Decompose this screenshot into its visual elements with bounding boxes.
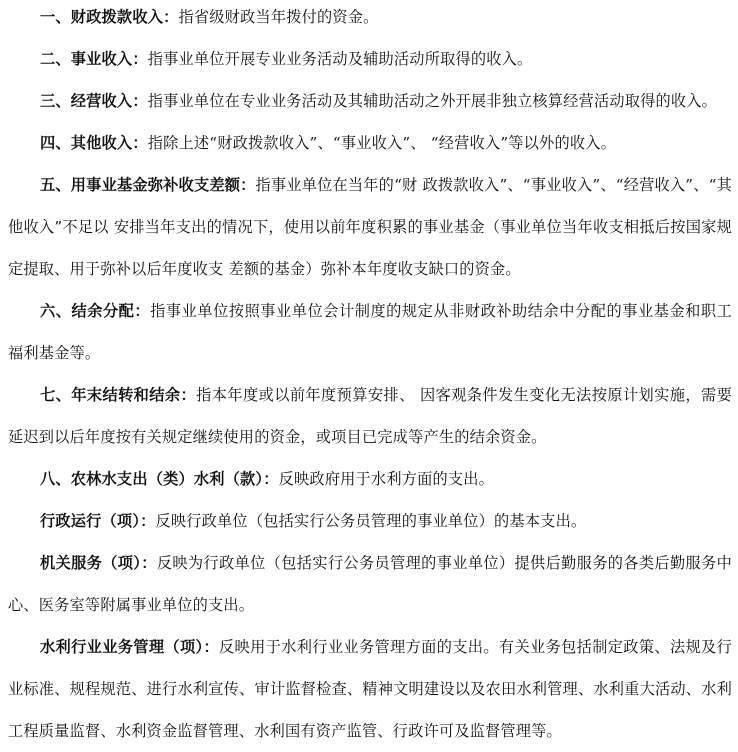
definition-text: 指省级财政当年拨付的资金。 — [178, 8, 379, 26]
definition-term: 六、结余分配： — [40, 302, 151, 320]
definition-text: 反映用于水利行业业务管理方面的支出。有关业务包括制定政策、法规及行业标准、规程规范、进行水利宣传、审计监督检查、精神文明建设以及农田水利管理、水利重大活动、水利工程质量监督、水利资金监督管理、水利国有资产监管、行政许可及监督管理等。 — [8, 638, 732, 740]
definition-surplus-distribution — [8, 290, 732, 374]
definition-agency-services — [8, 542, 732, 626]
definition-water-conservancy-expenditure — [8, 458, 732, 500]
definition-text: 反映为行政单位（包括实行公务员管理的事业单位）提供后勤服务的各类后勤服务中心、医务室等附属事业单位的支出。 — [8, 554, 733, 614]
definition-term: 八、农林水支出（类）水利（款）： — [40, 470, 279, 488]
definition-administrative-operation — [8, 500, 732, 542]
definition-text: 指事业单位开展专业业务活动及辅助活动所取得的收入。 — [147, 50, 533, 68]
definition-text: 指除上述“财政拨款收入”、“事业收入”、 “经营收入”等以外的收入。 — [147, 134, 616, 152]
definition-term: 行政运行（项）： — [40, 512, 156, 530]
definition-water-industry-management — [8, 626, 732, 752]
definition-text: 指事业单位在专业业务活动及其辅助活动之外开展非独立核算经营活动取得的收入。 — [147, 92, 718, 110]
definition-business-fund-offset — [8, 164, 732, 290]
definition-text: 指事业单位按照事业单位会计制度的规定从非财政补助结余中分配的事业基金和职工福利基金等。 — [8, 302, 732, 362]
definition-business-income — [8, 38, 732, 80]
definition-year-end-carryover — [8, 374, 732, 458]
definition-term: 四、其他收入： — [40, 134, 148, 152]
definition-financial-allocation-income — [8, 0, 732, 38]
definition-text: 反映行政单位（包括实行公务员管理的事业单位）的基本支出。 — [155, 512, 587, 530]
definition-term: 五、用事业基金弥补收支差额： — [40, 176, 256, 194]
definition-text: 指本年度或以前年度预算安排、 因客观条件发生变化无法按原计划实施，需要延迟到以后年度按有关规定继续使用的资金，或项目已完成等产生的结余资金。 — [8, 386, 733, 446]
definition-term: 三、经营收入： — [40, 92, 148, 110]
definition-text: 反映政府用于水利方面的支出。 — [278, 470, 495, 488]
definition-text: 指事业单位在当年的“财 政拨款收入”、“事业收入”、“经营收入”、“其他收入”不足以 安排当年支出的情况下，使用以前年度积累的事业基金（事业单位当年收支相抵后按国家规定提取、用于弥补以后年度收支 差额的基金）弥补本年度收支缺口的资金。 — [8, 176, 732, 278]
definition-term: 一、财政拨款收入： — [40, 8, 179, 26]
definition-term: 二、事业收入： — [40, 50, 148, 68]
definition-other-income — [8, 122, 732, 164]
definition-operating-income — [8, 80, 732, 122]
definition-term: 水利行业业务管理（项）： — [40, 638, 219, 656]
definition-term: 七、年末结转和结余： — [40, 386, 197, 404]
definition-term: 机关服务（项）： — [40, 554, 157, 572]
